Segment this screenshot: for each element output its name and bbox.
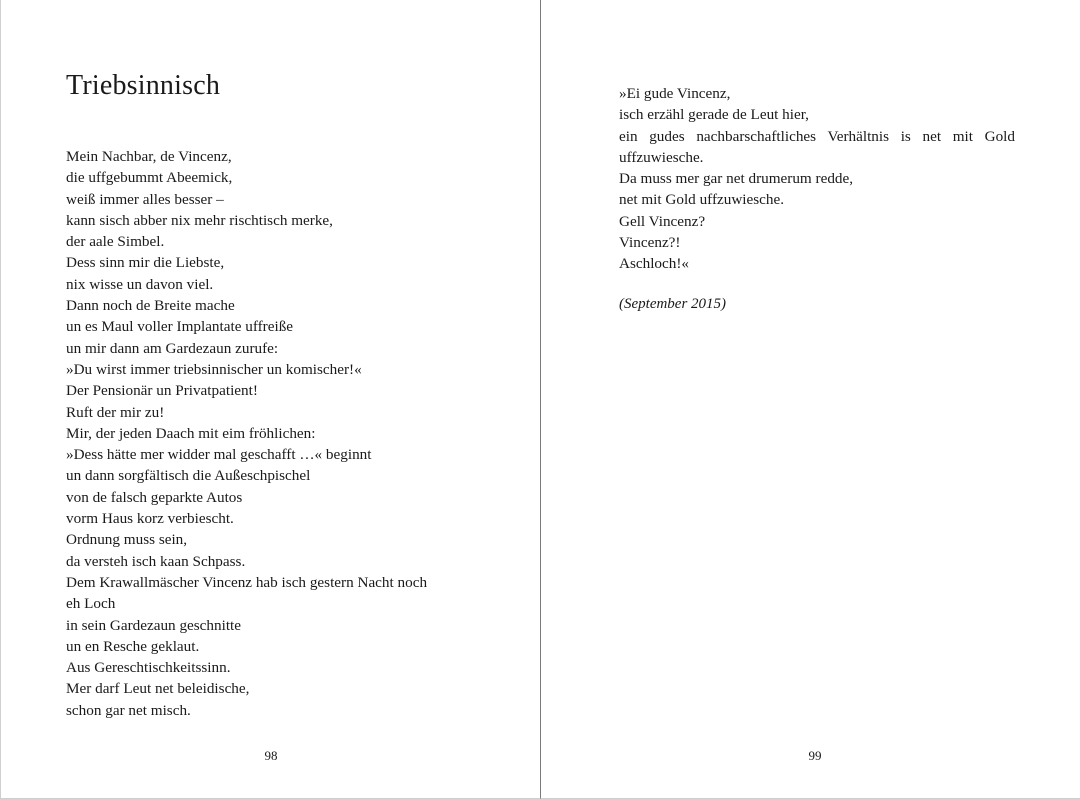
poem-line: Mein Nachbar, de Vincenz, [66,148,232,165]
poem-line: Ruft der mir zu! [66,403,165,421]
poem-line: von de falsch geparkte Autos [66,488,243,506]
poem-line: Gell Vincenz? [619,212,706,230]
poem-line: vorm Haus korz verbiescht. [66,510,234,528]
poem-date: (September 2015) [619,296,727,312]
poem-line: un mir dann am Gardezaun zurufe: [66,339,279,357]
poem-line: da versteh isch kaan Schpass. [66,552,246,570]
right-page [540,0,1080,799]
poem-line: weiß immer alles besser – [66,190,224,208]
poem-line: un en Resche geklaut. [66,637,200,655]
poem-line: Mer darf Leut net beleidische, [66,680,250,698]
poem-line: ein gudes nachbarschaftliches Verhältnis is net mit Gold [619,127,1015,145]
poem-line: Aschloch!« [619,255,690,273]
poem-line: schon gar net misch. [66,701,191,719]
poem-line: Aus Gereschtischkeitssinn. [66,659,231,677]
poem-line: Da muss mer gar net drumerum redde, [619,170,854,188]
poem-line: uffzuwiesche. [619,148,704,166]
poem-line: nix wisse un davon viel. [66,275,214,293]
poem-line: un dann sorgfältisch die Außeschpischel [66,467,311,485]
poem-line: Dem Krawallmäscher Vincenz hab isch gestern Nacht noch [66,573,428,591]
poem-line: der aale Simbel. [66,233,165,251]
page-number-left: 98 [264,748,278,763]
poem-line: in sein Gardezaun geschnitte [66,616,242,634]
poem-line: Dess sinn mir die Liebste, [66,254,225,272]
poem-line: net mit Gold uffzuwiesche. [619,191,785,209]
poem-line: Dann noch de Breite mache [66,297,235,315]
poem-line: kann sisch abber nix mehr rischtisch merke, [66,211,333,229]
poem-line: »Du wirst immer triebsinnischer un komischer!« [66,360,362,378]
page-number-right: 99 [808,748,822,763]
poem-line: eh Loch [66,595,116,613]
poem-line: Vincenz?! [619,234,681,252]
poem-line: »Ei gude Vincenz, [619,85,731,102]
poem-line: Der Pensionär un Privatpatient! [66,382,258,400]
poem-title: Triebsinnisch [66,70,221,101]
poem-text-right [619,83,1015,275]
poem-line: Ordnung muss sein, [66,531,188,549]
poem-line: »Dess hätte mer widder mal geschafft …« beginnt [66,446,372,464]
poem-line: die uffgebummt Abeemick, [66,169,233,187]
poem-line: isch erzähl gerade de Leut hier, [619,106,809,124]
poem-line: un es Maul voller Implantate uffreiße [66,318,294,336]
poem-text-left [66,146,427,721]
poem-line: Mir, der jeden Daach mit eim fröhlichen: [66,424,316,442]
